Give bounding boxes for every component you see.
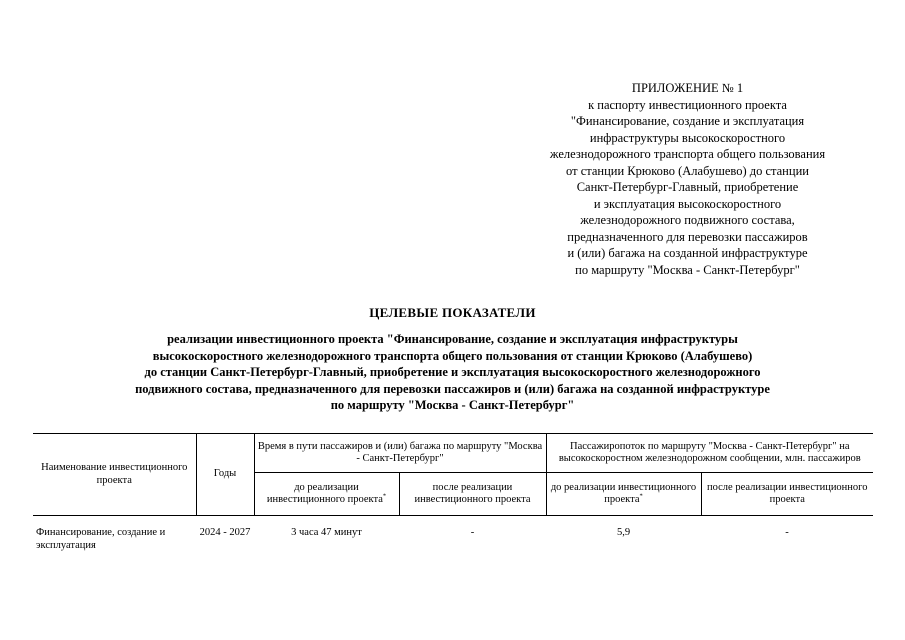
cell-years: 2024 - 2027 [199,527,251,538]
table-row [33,516,873,553]
header-travel-time: Время в пути пассажиров и (или) багажа по маршруту "Москва - Санкт-Петербург" [254,434,546,473]
document-title: ЦЕЛЕВЫЕ ПОКАЗАТЕЛИ [369,305,536,320]
appendix-block [505,80,870,278]
subtitle-line: по маршруту "Москва - Санкт-Петербург" [330,398,575,412]
appendix-line: ПРИЛОЖЕНИЕ № 1 [631,81,744,95]
header-flow-after: после реализации инвестиционного проекта [701,473,873,516]
header-time-before: до реализации инвестиционного проекта* [254,473,399,516]
appendix-line: предназначенного для перевозки пассажиров [567,229,808,244]
document-subtitle [30,331,875,414]
subtitle-line: подвижного состава, предназначенного для перевозки пассажиров и (или) багажа на созданной инфраструктуре [135,381,770,396]
appendix-line: железнодорожного подвижного состава, [580,213,795,227]
header-years: Годы [196,434,254,516]
appendix-line: "Финансирование, создание и эксплуатация [570,114,805,128]
appendix-line: от станции Крюково (Алабушево) до станции [566,163,809,178]
appendix-line: к паспорту инвестиционного проекта [588,97,787,112]
cell-time-after: - [470,527,475,538]
appendix-line: железнодорожного транспорта общего пользования [549,147,826,161]
header-time-after: после реализации инвестиционного проекта [399,473,546,516]
header-flow-before: до реализации инвестиционного проекта* [546,473,701,516]
cell-flow-after: - [785,527,789,538]
indicators-table [33,433,873,552]
header-passenger-flow: Пассажиропоток по маршруту "Москва - Санкт-Петербург" на высокоскоростном железнодорожном сообщении, млн. пассажиров [546,434,873,473]
header-project-name: Наименование инвестиционного проекта [33,434,196,516]
appendix-line: инфраструктуры высокоскоростного [589,130,786,145]
subtitle-line: до станции Санкт-Петербург-Главный, приобретение и эксплуатация высокоскоростного железнодорожного [144,365,761,379]
subtitle-line: высокоскоростного железнодорожного транспорта общего пользования от станции Крюково (Алабушево) [152,348,753,363]
subtitle-line: реализации инвестиционного проекта "Финансирование, создание и эксплуатация инфраструктуры [167,332,738,346]
cell-project-name: Финансирование, создание и эксплуатация [36,527,166,551]
appendix-line: по маршруту "Москва - Санкт-Петербург" [575,262,800,277]
cell-time-before: 3 часа 47 минут [291,527,362,538]
appendix-line: и эксплуатация высокоскоростного [593,196,782,211]
cell-flow-before: 5,9 [616,527,631,538]
footnote-mark: * [639,492,643,500]
appendix-line: и (или) багажа на созданной инфраструктуре [567,246,808,260]
footnote-mark: * [382,492,387,500]
appendix-line: Санкт-Петербург-Главный, приобретение [576,180,799,194]
